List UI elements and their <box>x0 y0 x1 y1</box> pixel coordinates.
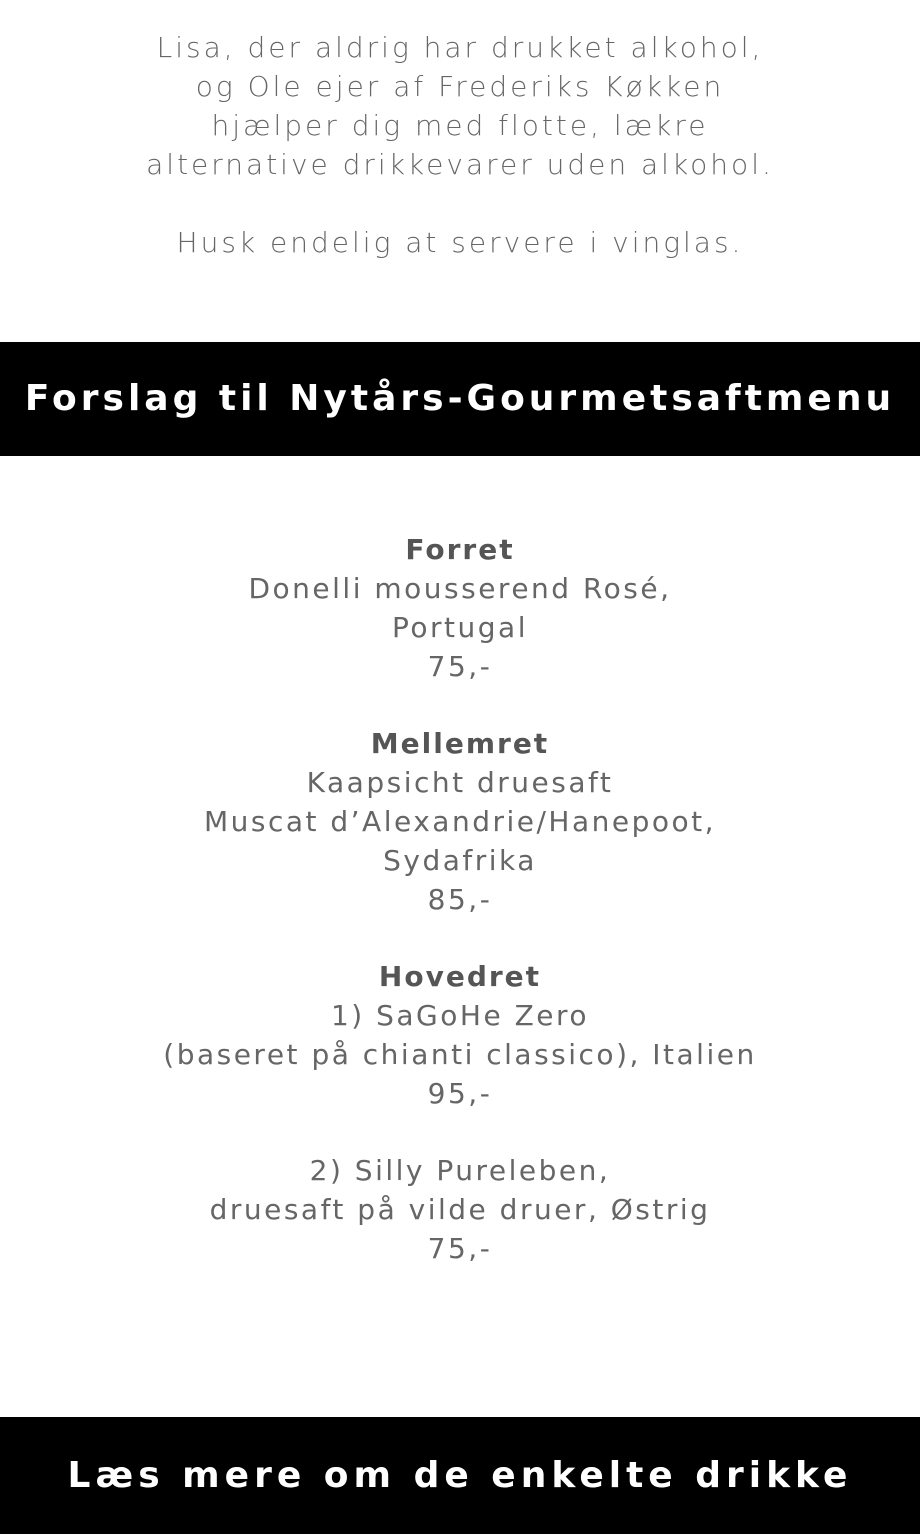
intro-line: hjælper dig med flotte, lækre <box>211 109 709 142</box>
drink-line: Sydafrika <box>383 844 537 877</box>
drink-line: Kaapsicht druesaft <box>306 766 614 799</box>
intro-line: alternative drikkevarer uden alkohol. <box>146 148 774 181</box>
course-forret <box>0 530 920 686</box>
drink-line: 2) Silly Pureleben, <box>309 1154 611 1187</box>
drink-option <box>0 996 920 1113</box>
drink-price: 75,- <box>427 1232 493 1265</box>
drink-option <box>0 1151 920 1268</box>
intro-paragraph <box>0 28 920 184</box>
drink-line: Donelli mousserend Rosé, <box>248 572 672 605</box>
intro-line: Lisa, der aldrig har drukket alkohol, <box>156 31 764 64</box>
drink-price: 95,- <box>427 1077 493 1110</box>
course-hovedret <box>0 957 920 1268</box>
read-more-banner[interactable]: Læs mere om de enkelte drikke <box>0 1417 920 1534</box>
drink-price: 85,- <box>427 883 493 916</box>
course-title: Mellemret <box>370 727 550 760</box>
drink-line: Muscat d’Alexandrie/Hanepoot, <box>203 805 717 838</box>
drink-line: Portugal <box>392 611 528 644</box>
drink-price: 75,- <box>427 650 493 683</box>
intro-line: og Ole ejer af Frederiks Køkken <box>195 70 725 103</box>
course-title: Hovedret <box>378 960 542 993</box>
course-mellemret <box>0 724 920 919</box>
course-title: Forret <box>405 533 515 566</box>
drink-line: (baseret på chianti classico), Italien <box>163 1038 757 1071</box>
drinks-menu <box>0 530 920 1306</box>
menu-heading-banner: Forslag til Nytårs-Gourmetsaftmenu <box>0 342 920 456</box>
intro-text <box>0 28 920 262</box>
drink-line: druesaft på vilde druer, Østrig <box>209 1193 711 1226</box>
serving-note: Husk endelig at servere i vinglas. <box>176 226 744 259</box>
drink-line: 1) SaGoHe Zero <box>330 999 589 1032</box>
